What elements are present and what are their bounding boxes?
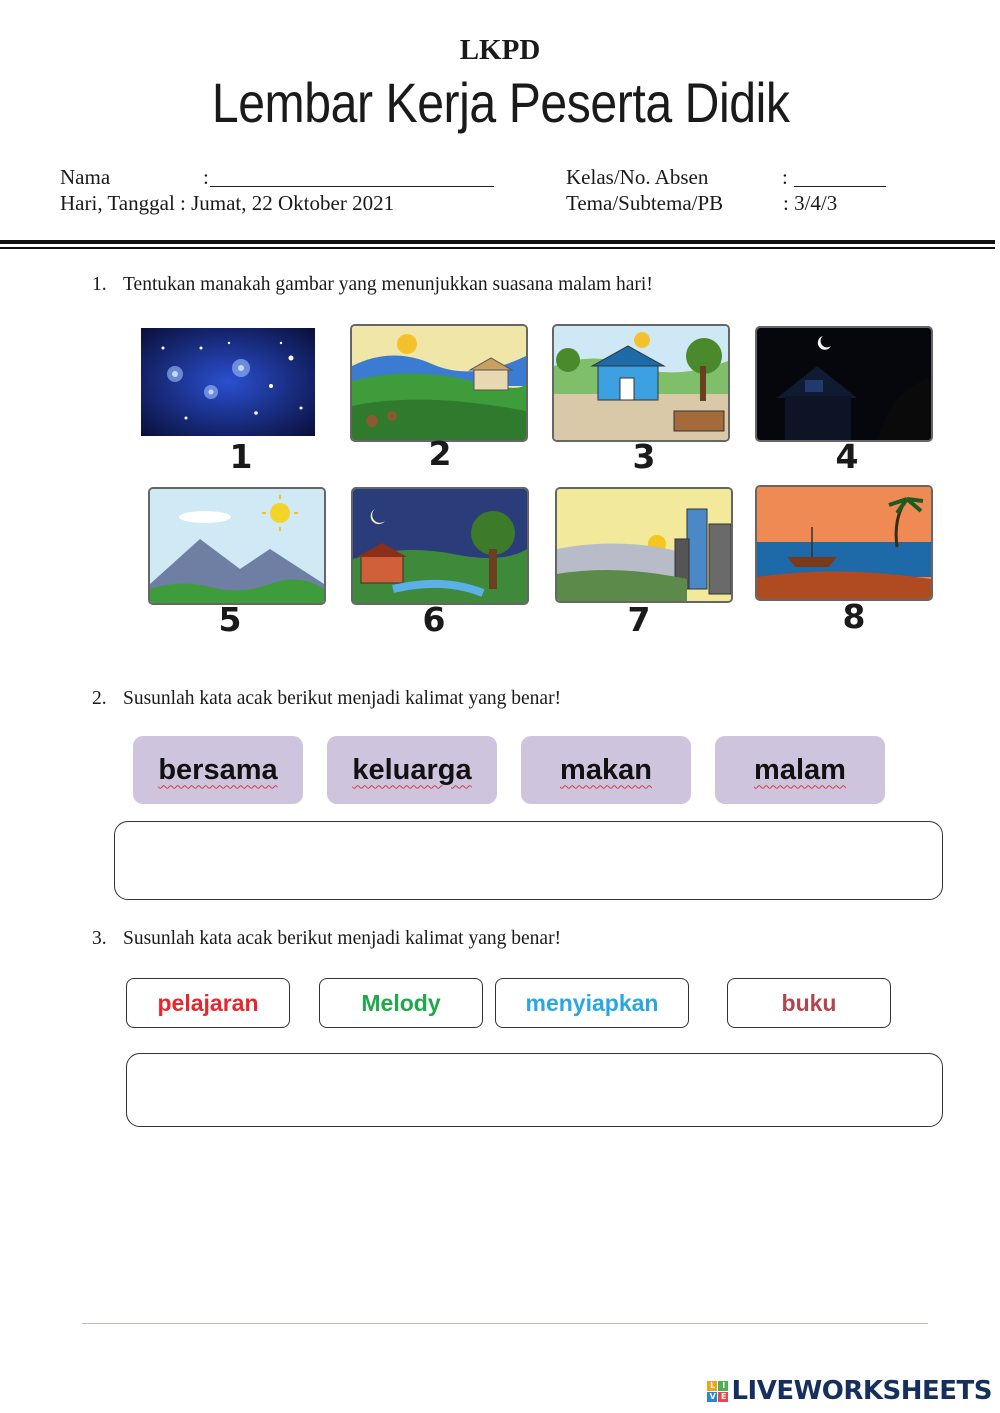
picture-5-mountains-sunny[interactable] xyxy=(148,487,326,605)
liveworksheets-brand[interactable] xyxy=(707,1376,992,1406)
q2-text: Susunlah kata acak berikut menjadi kalimat yang benar! xyxy=(123,688,562,709)
tema-value: : 3/4/3 xyxy=(783,191,838,215)
q3-word-card[interactable] xyxy=(495,978,689,1028)
kelas-colon: : xyxy=(782,165,788,189)
kelas-label: Kelas/No. Absen xyxy=(566,165,709,189)
tema-label: Tema/Subtema/PB xyxy=(566,191,724,215)
q3-word-1: pelajaran xyxy=(157,989,259,1016)
q3-answer-box[interactable] xyxy=(126,1053,943,1127)
header-subtitle: LKPD xyxy=(459,34,541,66)
q1-text: Tentukan manakah gambar yang menunjukkan suasana malam hari! xyxy=(123,274,653,295)
picture-4-number: 4 xyxy=(835,437,859,476)
kelas-field[interactable] xyxy=(794,186,886,187)
q2-word-3: makan xyxy=(560,753,652,786)
picture-3-number: 3 xyxy=(632,437,656,476)
q3-word-card[interactable] xyxy=(319,978,483,1028)
q3-word-4: buku xyxy=(781,989,837,1016)
picture-7-number: 7 xyxy=(627,600,651,639)
picture-4-house-at-night[interactable] xyxy=(755,326,933,442)
q2-number: 2. xyxy=(92,688,107,709)
picture-6-village-night[interactable] xyxy=(351,487,529,605)
logo-letter: I xyxy=(718,1381,728,1391)
nama-colon: : xyxy=(203,165,209,189)
q3-word-2: Melody xyxy=(361,989,441,1016)
footer-divider xyxy=(82,1323,928,1324)
logo-letter: E xyxy=(718,1392,728,1402)
picture-3-village-daytime[interactable] xyxy=(552,324,730,442)
picture-1-starry-sky[interactable] xyxy=(141,328,315,436)
picture-8-sea-sunset[interactable] xyxy=(755,485,933,601)
q1-number: 1. xyxy=(92,274,107,295)
liveworksheets-logo-icon xyxy=(707,1381,728,1402)
picture-2-farm-daytime[interactable] xyxy=(350,324,528,442)
picture-8-number: 8 xyxy=(842,597,866,636)
brand-text: LIVEWORKSHEETS xyxy=(731,1376,992,1406)
nama-field[interactable] xyxy=(210,186,494,187)
picture-7-city-sunset[interactable] xyxy=(555,487,733,603)
page-title: Lembar Kerja Peserta Didik xyxy=(211,71,790,134)
picture-2-number: 2 xyxy=(428,434,452,473)
q3-word-card[interactable] xyxy=(727,978,891,1028)
q2-word-2: keluarga xyxy=(352,753,472,786)
q2-word-card[interactable] xyxy=(327,736,497,804)
header-rule-thin xyxy=(0,247,995,249)
q2-answer-box[interactable] xyxy=(114,821,943,900)
logo-letter: V xyxy=(707,1392,717,1402)
q2-word-card[interactable] xyxy=(521,736,691,804)
q2-word-card[interactable] xyxy=(715,736,885,804)
picture-1-number: 1 xyxy=(229,437,253,476)
q3-word-3: menyiapkan xyxy=(525,989,659,1016)
logo-letter: L xyxy=(707,1381,717,1391)
q2-word-4: malam xyxy=(754,753,846,786)
header-rule-thick xyxy=(0,240,995,244)
hari-tanggal: Hari, Tanggal : Jumat, 22 Oktober 2021 xyxy=(60,191,395,215)
q3-word-card[interactable] xyxy=(126,978,290,1028)
q3-number: 3. xyxy=(92,928,107,949)
q2-word-1: bersama xyxy=(158,753,278,786)
q2-word-card[interactable] xyxy=(133,736,303,804)
picture-5-number: 5 xyxy=(218,600,242,639)
nama-label: Nama xyxy=(60,165,111,189)
q3-text: Susunlah kata acak berikut menjadi kalimat yang benar! xyxy=(123,928,562,949)
picture-6-number: 6 xyxy=(422,600,446,639)
